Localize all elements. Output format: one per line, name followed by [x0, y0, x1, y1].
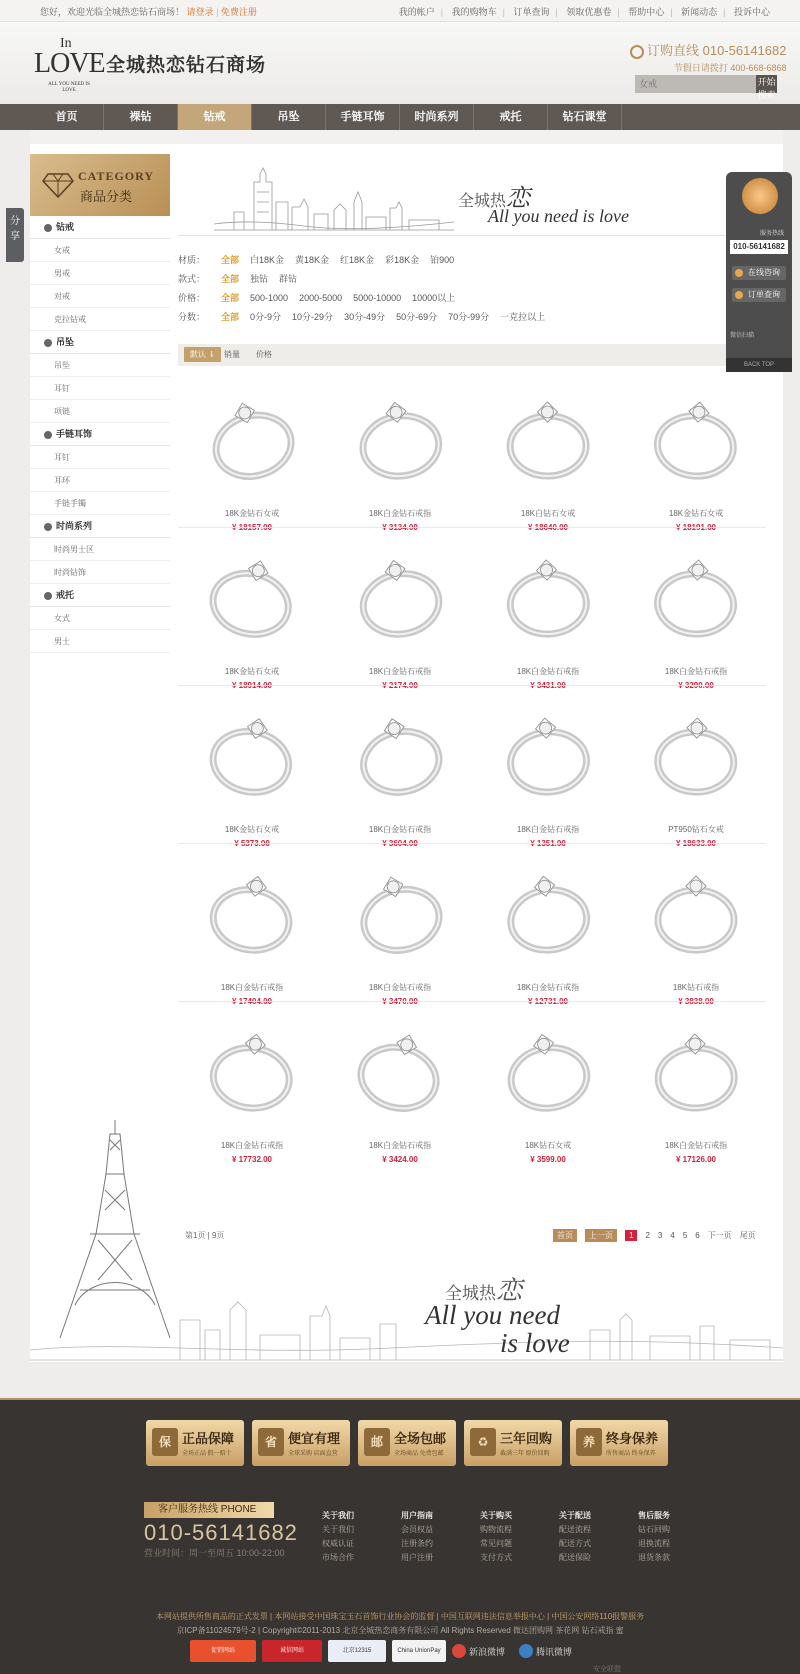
- share-tab[interactable]: 分享: [6, 208, 24, 262]
- row-divider: [178, 843, 766, 844]
- footer-link[interactable]: 市场合作: [322, 1553, 354, 1562]
- ring-image[interactable]: [496, 696, 600, 806]
- logo-in: In: [60, 36, 72, 51]
- filter-material: [178, 250, 758, 269]
- filter-carat: [178, 307, 758, 326]
- product-card[interactable]: [622, 688, 770, 853]
- footer-col-purchase: [480, 1509, 559, 1565]
- tencent-icon: [519, 1644, 533, 1658]
- badge-sub: 所售商品 终身保养: [606, 1451, 656, 1457]
- nav-fashion[interactable]: 时尚系列: [400, 104, 474, 130]
- footer-col-aftersales: [638, 1509, 717, 1565]
- product-name[interactable]: 18K白金钻石戒指: [220, 983, 284, 992]
- subcategory-item[interactable]: 时尚男士区: [30, 538, 170, 561]
- weibo-icon: [452, 1644, 466, 1658]
- ring-image[interactable]: [200, 696, 304, 806]
- last-page-button[interactable]: 尾页: [739, 1231, 756, 1240]
- top-link-news[interactable]: 新闻动态: [681, 7, 718, 17]
- care-icon: 养: [576, 1428, 602, 1456]
- bottom-slogan-line2: is love: [500, 1328, 570, 1358]
- category-fashion[interactable]: [30, 515, 170, 538]
- mail-icon: 邮: [364, 1428, 390, 1456]
- floating-service-panel: [726, 172, 792, 372]
- city-skyline-illustration: [214, 162, 454, 232]
- footer-col-title: 售后服务: [638, 1511, 670, 1520]
- filter-option[interactable]: 0分-9分: [250, 312, 282, 322]
- product-price: ¥ 17126.00: [675, 1155, 717, 1164]
- product-name[interactable]: 18K钻石女戒: [524, 1141, 572, 1150]
- banner-slogan-big: 恋: [506, 186, 531, 212]
- category-pendants[interactable]: [30, 331, 170, 354]
- product-card[interactable]: [178, 846, 326, 1011]
- filter-option[interactable]: 全部: [221, 293, 240, 303]
- page-number[interactable]: 5: [682, 1231, 688, 1240]
- badge-maintenance: [570, 1420, 668, 1466]
- top-link-orders[interactable]: 订单查询: [513, 7, 550, 17]
- filter-option[interactable]: 铂900: [430, 255, 455, 265]
- content-top-strip: [30, 130, 783, 144]
- hotline-holiday: 节假日请拨打 400-668-6868: [673, 63, 787, 73]
- login-link[interactable]: 请登录: [186, 7, 214, 17]
- product-price: ¥ 17732.00: [231, 1155, 273, 1164]
- product-card[interactable]: [326, 846, 474, 1011]
- footer-link[interactable]: 用户注册: [401, 1553, 433, 1562]
- divider: |: [723, 7, 726, 17]
- sort-label: 默认: [190, 350, 206, 359]
- product-name[interactable]: 18K白金钻石戒指: [516, 667, 580, 676]
- diamond-icon: [742, 178, 778, 214]
- row-divider: [178, 685, 766, 686]
- filter-option[interactable]: 10000以上: [412, 293, 456, 303]
- filter-option[interactable]: 70分-99分: [448, 312, 490, 322]
- ring-image[interactable]: [348, 538, 452, 648]
- ring-image[interactable]: [348, 854, 452, 964]
- badge-title: 三年回购: [500, 1431, 553, 1446]
- order-hotline: [630, 40, 786, 74]
- page-number[interactable]: 2: [645, 1231, 650, 1240]
- badge-title: 便宜有理: [288, 1431, 341, 1446]
- footer-link[interactable]: 权威认证: [322, 1539, 354, 1548]
- filter-option[interactable]: 独钻: [250, 274, 269, 284]
- divider: |: [670, 7, 673, 17]
- shield-icon: 保: [152, 1428, 178, 1456]
- product-card[interactable]: [326, 688, 474, 853]
- filter-label: 分数：: [178, 312, 206, 322]
- order-icon: [735, 291, 743, 299]
- category-label: 吊坠: [56, 337, 75, 347]
- recycle-icon: ♻: [470, 1428, 496, 1456]
- order-label: 订单查询: [748, 290, 780, 299]
- sort-sales[interactable]: 销量: [224, 350, 240, 359]
- tencent-label: 腾讯微博: [536, 1646, 573, 1657]
- footer-col-title: 关于购买: [480, 1511, 512, 1520]
- header: [0, 22, 800, 104]
- ring-image[interactable]: [496, 380, 600, 490]
- footer-link[interactable]: 钻石回购: [638, 1525, 670, 1534]
- footer-hotline-label: 客户服务热线 PHONE: [144, 1502, 274, 1518]
- filter-option[interactable]: 2000-5000: [299, 292, 343, 303]
- ring-image[interactable]: [644, 854, 748, 964]
- order-query-button[interactable]: [732, 288, 786, 302]
- brand-name: 全城热恋钻石商场: [106, 55, 267, 76]
- badge-free-shipping: [358, 1420, 456, 1466]
- footer-link-columns: [322, 1509, 717, 1565]
- search-box: [635, 75, 777, 100]
- product-name[interactable]: PT950钻石女戒: [668, 825, 724, 834]
- product-name[interactable]: 18K白金钻石戒指: [664, 1141, 728, 1150]
- footer-hours: 营业时间：周一至周五 10:00-22:00: [144, 1548, 285, 1558]
- welcome-area: [40, 5, 257, 18]
- nav-settings[interactable]: 戒托: [474, 104, 548, 130]
- filter-option[interactable]: 30分-49分: [344, 312, 386, 322]
- footer-legal: [0, 1610, 800, 1638]
- product-name[interactable]: 18K金钻石女戒: [224, 667, 280, 676]
- category-rings[interactable]: [30, 216, 170, 239]
- product-name[interactable]: 18K白金钻石戒指: [368, 825, 432, 834]
- online-label: 在线咨询: [748, 268, 780, 277]
- bullet-icon: [44, 523, 52, 531]
- divider: |: [216, 7, 219, 17]
- product-card[interactable]: [326, 530, 474, 695]
- qr-label: 微信扫描: [730, 333, 755, 339]
- product-name[interactable]: 18K金钻石女戒: [224, 509, 280, 518]
- sort-default[interactable]: 默认 ⇂: [184, 347, 221, 362]
- footer-link[interactable]: 退货条款: [638, 1553, 670, 1562]
- search-input[interactable]: [635, 75, 756, 93]
- badge-title: 正品保障: [182, 1431, 235, 1446]
- top-link-complaints[interactable]: 投诉中心: [733, 7, 770, 17]
- footer: [0, 1398, 800, 1674]
- filter-option[interactable]: 5000-10000: [353, 292, 402, 303]
- badge-genuine: [146, 1420, 244, 1466]
- footer-col-about: [322, 1509, 401, 1565]
- subcategory-item[interactable]: 女戒: [30, 239, 170, 262]
- certification-logos: [190, 1640, 586, 1662]
- subcategory-item[interactable]: 男戒: [30, 262, 170, 285]
- filter-option[interactable]: 500-1000: [250, 292, 289, 303]
- filter-option[interactable]: 红18K金: [340, 255, 375, 265]
- search-button[interactable]: 开始搜索: [757, 77, 776, 100]
- hotline-text: 订购直线 010-56141682: [647, 43, 787, 58]
- filter-price: [178, 288, 758, 307]
- logo-love: LOVE: [34, 48, 105, 79]
- footer-col-title: 用户指南: [401, 1511, 433, 1520]
- filter-option[interactable]: 一克拉以上: [500, 312, 546, 322]
- subcategory-item[interactable]: 女式: [30, 607, 170, 630]
- divider: |: [617, 7, 620, 17]
- category-header: [30, 154, 170, 216]
- filter-label: 价格：: [178, 293, 206, 303]
- next-page-button[interactable]: 下一页: [707, 1231, 732, 1240]
- divider: |: [555, 7, 558, 17]
- product-card[interactable]: [178, 530, 326, 695]
- top-link-help[interactable]: 帮助中心: [628, 7, 665, 17]
- product-card[interactable]: [622, 846, 770, 1011]
- product-card[interactable]: [326, 1004, 474, 1169]
- nav-pendants[interactable]: 吊坠: [252, 104, 326, 130]
- cert-unionpay[interactable]: China UnionPay: [392, 1640, 446, 1662]
- product-card[interactable]: [474, 846, 622, 1011]
- footer-legal-line1: 本网站提供所售商品的正式发票 | 本网站接受中国珠宝玉石首饰行业协会的监督 | 中国互联网违法信息举报中心 | 中国公安网络110报警服务: [155, 1612, 645, 1621]
- filter-option[interactable]: 50分-69分: [396, 312, 438, 322]
- nav-loose-diamonds[interactable]: 裸钻: [104, 104, 178, 130]
- bullet-icon: [44, 592, 52, 600]
- category-label: 时尚系列: [56, 521, 93, 531]
- bullet-icon: [44, 224, 52, 232]
- divider: [0, 1398, 800, 1400]
- page-number[interactable]: 6: [695, 1231, 700, 1240]
- footer-col-guide: [401, 1509, 480, 1565]
- product-card[interactable]: [178, 372, 326, 537]
- footer-link[interactable]: 配送流程: [559, 1525, 591, 1534]
- security-alliance: 安全联盟: [593, 1666, 621, 1673]
- product-name[interactable]: 18K白金钻石戒指: [664, 667, 728, 676]
- product-name[interactable]: 18K白金钻石戒指: [368, 667, 432, 676]
- prev-page-button[interactable]: 上一页: [585, 1229, 617, 1242]
- footer-link[interactable]: 退换流程: [638, 1539, 670, 1548]
- product-card[interactable]: [474, 688, 622, 853]
- welcome-text: 您好，欢迎光临全城热恋钻石商场！: [40, 7, 185, 17]
- bottom-slogan-big: 恋: [496, 1276, 523, 1305]
- save-icon: 省: [258, 1428, 284, 1456]
- product-name[interactable]: 18K白金钻石戒指: [368, 509, 432, 518]
- product-name[interactable]: 18K白金钻石戒指: [516, 983, 580, 992]
- phone-icon: [630, 45, 644, 59]
- main-nav: [0, 104, 800, 130]
- ring-image[interactable]: [496, 538, 600, 648]
- product-name[interactable]: 18K白金钻石戒指: [516, 825, 580, 834]
- footer-link[interactable]: 购物流程: [480, 1525, 512, 1534]
- logo-tagline: ALL YOU NEED IS LOVE: [48, 82, 90, 93]
- product-card[interactable]: [326, 372, 474, 537]
- footer-link[interactable]: 注册条约: [401, 1539, 433, 1548]
- sina-weibo-link[interactable]: [452, 1644, 505, 1658]
- footer-link[interactable]: 配送方式: [559, 1539, 591, 1548]
- page-info: 第1页 | 9页: [185, 1231, 225, 1240]
- row-divider: [178, 527, 766, 528]
- badge-sub: 全场商品 免费包邮: [394, 1451, 444, 1457]
- category-label: 钻戒: [56, 222, 75, 232]
- filter-option[interactable]: 黄18K金: [295, 255, 330, 265]
- category-settings[interactable]: [30, 584, 170, 607]
- subcategory-item[interactable]: 对戒: [30, 285, 170, 308]
- sort-price[interactable]: 价格: [256, 350, 272, 359]
- row-divider: [178, 1001, 766, 1002]
- product-name[interactable]: 18K白金钻石戒指: [220, 1141, 284, 1150]
- category-bracelets[interactable]: [30, 423, 170, 446]
- product-name[interactable]: 18K金钻石女戒: [668, 509, 724, 518]
- filter-option[interactable]: 白18K金: [250, 255, 285, 265]
- ring-image[interactable]: [644, 538, 748, 648]
- bottom-slogan-line1: All you need: [425, 1300, 560, 1330]
- category-banner: [178, 154, 768, 236]
- subcategory-item[interactable]: 男士: [30, 630, 170, 653]
- filter-option[interactable]: 群钻: [279, 274, 298, 284]
- ring-image[interactable]: [644, 696, 748, 806]
- float-hotline-label: 服务热线: [759, 231, 784, 237]
- cert-promo[interactable]: 促销网站: [190, 1640, 256, 1662]
- cert-12315[interactable]: 北京12315: [328, 1640, 386, 1662]
- top-link-cart[interactable]: 我的购物车: [451, 7, 497, 17]
- footer-col-title: 关于我们: [322, 1511, 354, 1520]
- footer-col-delivery: [559, 1509, 638, 1565]
- nav-bracelets[interactable]: 手链耳饰: [326, 104, 400, 130]
- subcategory-item[interactable]: 耳钉: [30, 446, 170, 469]
- footer-col-title: 关于配送: [559, 1511, 591, 1520]
- divider: |: [440, 7, 444, 17]
- subcategory-item[interactable]: 耳环: [30, 469, 170, 492]
- filter-option[interactable]: 10分-29分: [292, 312, 334, 322]
- badge-title: 全场包邮: [394, 1431, 447, 1446]
- weibo-label: 新浪微博: [469, 1646, 506, 1657]
- filter-option[interactable]: 全部: [221, 312, 240, 322]
- badge-buyback: [464, 1420, 562, 1466]
- footer-hotline-number: 010-56141682: [144, 1520, 298, 1545]
- divider: |: [502, 7, 505, 17]
- filter-label: 材质：: [178, 255, 206, 265]
- product-name[interactable]: 18K白钻石女戒: [520, 509, 576, 518]
- top-links: [399, 5, 770, 18]
- ring-image[interactable]: [200, 538, 304, 648]
- product-card[interactable]: [622, 530, 770, 695]
- product-price: ¥ 3599.00: [530, 1155, 566, 1164]
- page-number[interactable]: 4: [670, 1231, 675, 1240]
- product-card[interactable]: [622, 1004, 770, 1169]
- footer-legal-line2: 京ICP备11024579号-2 | Copyright©2011-2013 北京全城热恋商务有限公司 All Rights Reserved 微达团购网 茶花网 钻石戒指 蜜: [176, 1626, 624, 1635]
- product-name[interactable]: 18K白金钻石戒指: [368, 1141, 432, 1150]
- top-bar: [0, 0, 800, 22]
- cert-credit[interactable]: 诚信网站: [262, 1640, 322, 1662]
- filter-option[interactable]: 全部: [221, 255, 240, 265]
- footer-link[interactable]: 关于我们: [322, 1525, 354, 1534]
- product-card[interactable]: [474, 372, 622, 537]
- footer-link[interactable]: 常见问题: [480, 1539, 512, 1548]
- badge-sub: 全场正品 假一赔十: [182, 1451, 232, 1457]
- subcategory-item[interactable]: 耳钉: [30, 377, 170, 400]
- nav-home[interactable]: 首页: [30, 104, 104, 130]
- product-name[interactable]: 18K金钻石女戒: [224, 825, 280, 834]
- filter-label: 款式：: [178, 274, 206, 284]
- first-page-button[interactable]: 首页: [553, 1229, 577, 1242]
- diamond-icon: [42, 172, 74, 198]
- ring-image[interactable]: [200, 380, 304, 490]
- footer-link[interactable]: 支付方式: [480, 1553, 512, 1562]
- nav-rings[interactable]: 钻戒: [178, 104, 252, 130]
- badge-sub: 全球采购 店面直营: [288, 1451, 338, 1457]
- subcategory-item[interactable]: 克拉钻戒: [30, 308, 170, 331]
- sort-bar: [178, 344, 763, 366]
- filter-option[interactable]: 彩18K金: [385, 255, 420, 265]
- ring-image[interactable]: [644, 1012, 748, 1122]
- back-top-button[interactable]: BACK TOP: [726, 358, 792, 372]
- category-title-en: CATEGORY: [78, 169, 155, 183]
- product-card[interactable]: [178, 1004, 326, 1169]
- eiffel-tower-illustration: [50, 1120, 180, 1340]
- subcategory-item[interactable]: 时尚钻饰: [30, 561, 170, 584]
- register-link[interactable]: 免费注册: [220, 7, 257, 17]
- subcategory-item[interactable]: 项链: [30, 400, 170, 423]
- ring-image[interactable]: [200, 1012, 304, 1122]
- page-number-current[interactable]: 1: [625, 1230, 637, 1241]
- ring-image[interactable]: [496, 1012, 600, 1122]
- filter-option[interactable]: 全部: [221, 274, 240, 284]
- bullet-icon: [44, 339, 52, 347]
- ring-image[interactable]: [348, 380, 452, 490]
- product-card[interactable]: [474, 1004, 622, 1169]
- float-hotline-number: 010-56141682: [730, 240, 788, 254]
- bullet-icon: [44, 431, 52, 439]
- product-card[interactable]: [178, 688, 326, 853]
- subcategory-item[interactable]: 吊坠: [30, 354, 170, 377]
- online-consult-button[interactable]: [732, 266, 786, 280]
- ring-image[interactable]: [644, 380, 748, 490]
- product-card[interactable]: [474, 530, 622, 695]
- tencent-weibo-link[interactable]: [519, 1644, 572, 1658]
- qr-area[interactable]: [730, 330, 788, 350]
- product-name[interactable]: 18K钻石戒指: [672, 983, 720, 992]
- footer-link[interactable]: 配送保险: [559, 1553, 591, 1562]
- pagination: [553, 1229, 764, 1242]
- product-name[interactable]: 18K白金钻石戒指: [368, 983, 432, 992]
- ring-image[interactable]: [348, 1012, 452, 1122]
- category-label: 戒托: [56, 590, 75, 600]
- product-card[interactable]: [622, 372, 770, 537]
- category-label: 手链耳饰: [56, 429, 93, 439]
- badge-sub: 截满三年 原价回购: [500, 1451, 550, 1457]
- ring-image[interactable]: [348, 696, 452, 806]
- page-number[interactable]: 3: [657, 1231, 663, 1240]
- product-price: ¥ 3424.00: [382, 1155, 418, 1164]
- category-sidebar: [30, 154, 170, 653]
- service-badges: [146, 1420, 676, 1466]
- banner-slogan-en: All you need is love: [488, 206, 629, 226]
- filter-panel: [178, 250, 758, 326]
- bottom-slogan-prefix: 全城热: [445, 1284, 496, 1303]
- nav-diamond-class[interactable]: 钻石课堂: [548, 104, 622, 130]
- ring-image[interactable]: [200, 854, 304, 964]
- top-link-account[interactable]: 我的帐户: [398, 7, 435, 17]
- banner-slogan-prefix: 全城热: [458, 193, 507, 210]
- category-title-cn: 商品分类: [80, 189, 133, 204]
- footer-link[interactable]: 会员权益: [401, 1525, 433, 1534]
- filter-style: [178, 269, 758, 288]
- ring-image[interactable]: [496, 854, 600, 964]
- badge-title: 终身保养: [606, 1431, 659, 1446]
- top-link-coupons[interactable]: 领取优惠卷: [566, 7, 612, 17]
- badge-value: [252, 1420, 350, 1466]
- logo[interactable]: [34, 36, 104, 92]
- chat-icon: [735, 269, 743, 277]
- footer-hotline: [144, 1502, 298, 1559]
- subcategory-item[interactable]: 手链手镯: [30, 492, 170, 515]
